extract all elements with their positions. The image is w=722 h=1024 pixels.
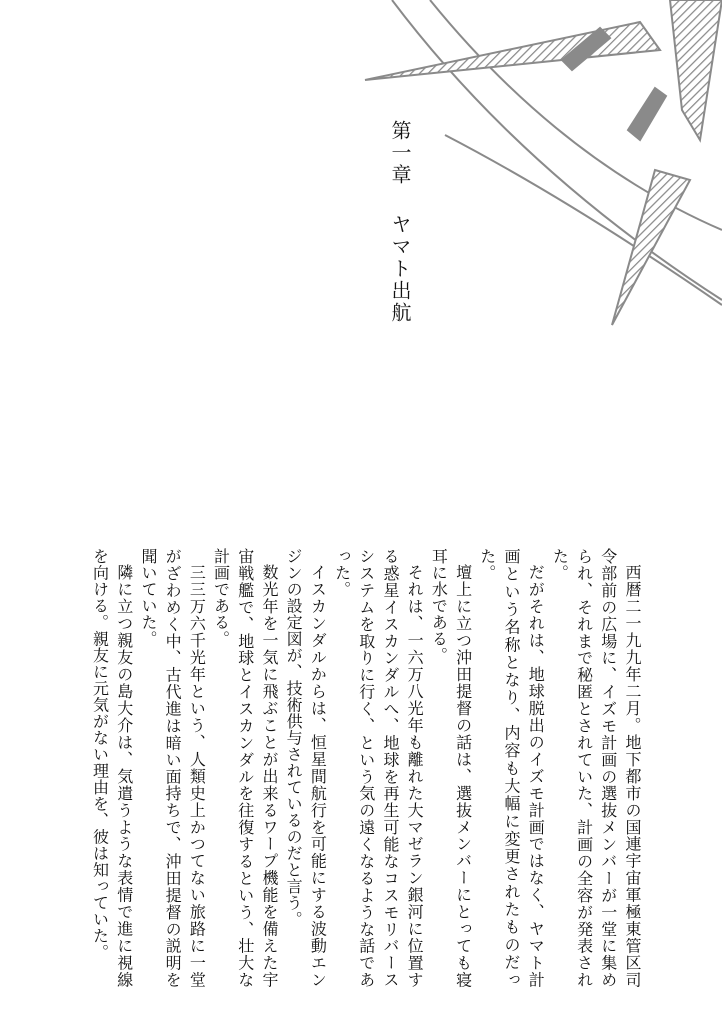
lower-arc bbox=[445, 135, 722, 305]
inner-arc bbox=[430, 0, 722, 230]
outer-arc bbox=[388, 0, 722, 300]
needle-north bbox=[670, 0, 722, 140]
paragraph: 三三万六千光年という、人類史上かつてない旅路に一堂がざわめく中、古代進は暗い面持ちで、沖田提督の説明を聞いていた。 bbox=[138, 548, 207, 988]
compass-star-ornament-icon bbox=[0, 0, 722, 340]
paragraph: 数光年を一気に飛ぶことが出来るワープ機能を備えた宇宙戦艦で、地球とイスカンダルを往復するという、壮大な計画である。 bbox=[211, 548, 279, 988]
paragraph: それは、一六万八光年も離れた大マゼラン銀河に位置する惑星イスカンダルへ、地球を再生可能なコスモリバースシステムを取りに行く、という気の遠くなるような話であった。 bbox=[332, 548, 425, 988]
paragraph: イスカンダルからは、恒星間航行を可能にする波動エンジンの設定図が、技術供与されているのだと言う。 bbox=[284, 548, 328, 988]
needle-west bbox=[365, 22, 660, 80]
diamond-marker-upper bbox=[562, 28, 610, 70]
needle-south bbox=[612, 170, 690, 325]
body-text bbox=[90, 548, 644, 988]
chapter-heading bbox=[390, 120, 410, 324]
paragraph: だがそれは、地球脱出のイズモ計画ではなく、ヤマト計画という名称となり、内容も大幅に変更されたものだった。 bbox=[477, 548, 546, 988]
paragraph: 西暦二一九九年二月。地下都市の国連宇宙軍極東管区司令部前の広場に、イズモ計画の選抜メンバーが一堂に集められ、それまで秘匿とされていた、計画の全容が発表された。 bbox=[550, 548, 642, 988]
chapter-number: 第一章 bbox=[388, 120, 412, 186]
paragraph: 隣に立つ親友の島大介は、気遣うような表情で進に視線を向ける。親友に元気がない理由を、彼は知っていた。 bbox=[90, 548, 134, 988]
chapter-title: ヤマト出航 bbox=[388, 214, 412, 324]
diamond-marker-lower bbox=[628, 88, 666, 140]
paragraph: 壇上に立つ沖田提督の話は、選抜メンバーにとっても寝耳に水である。 bbox=[429, 548, 473, 988]
